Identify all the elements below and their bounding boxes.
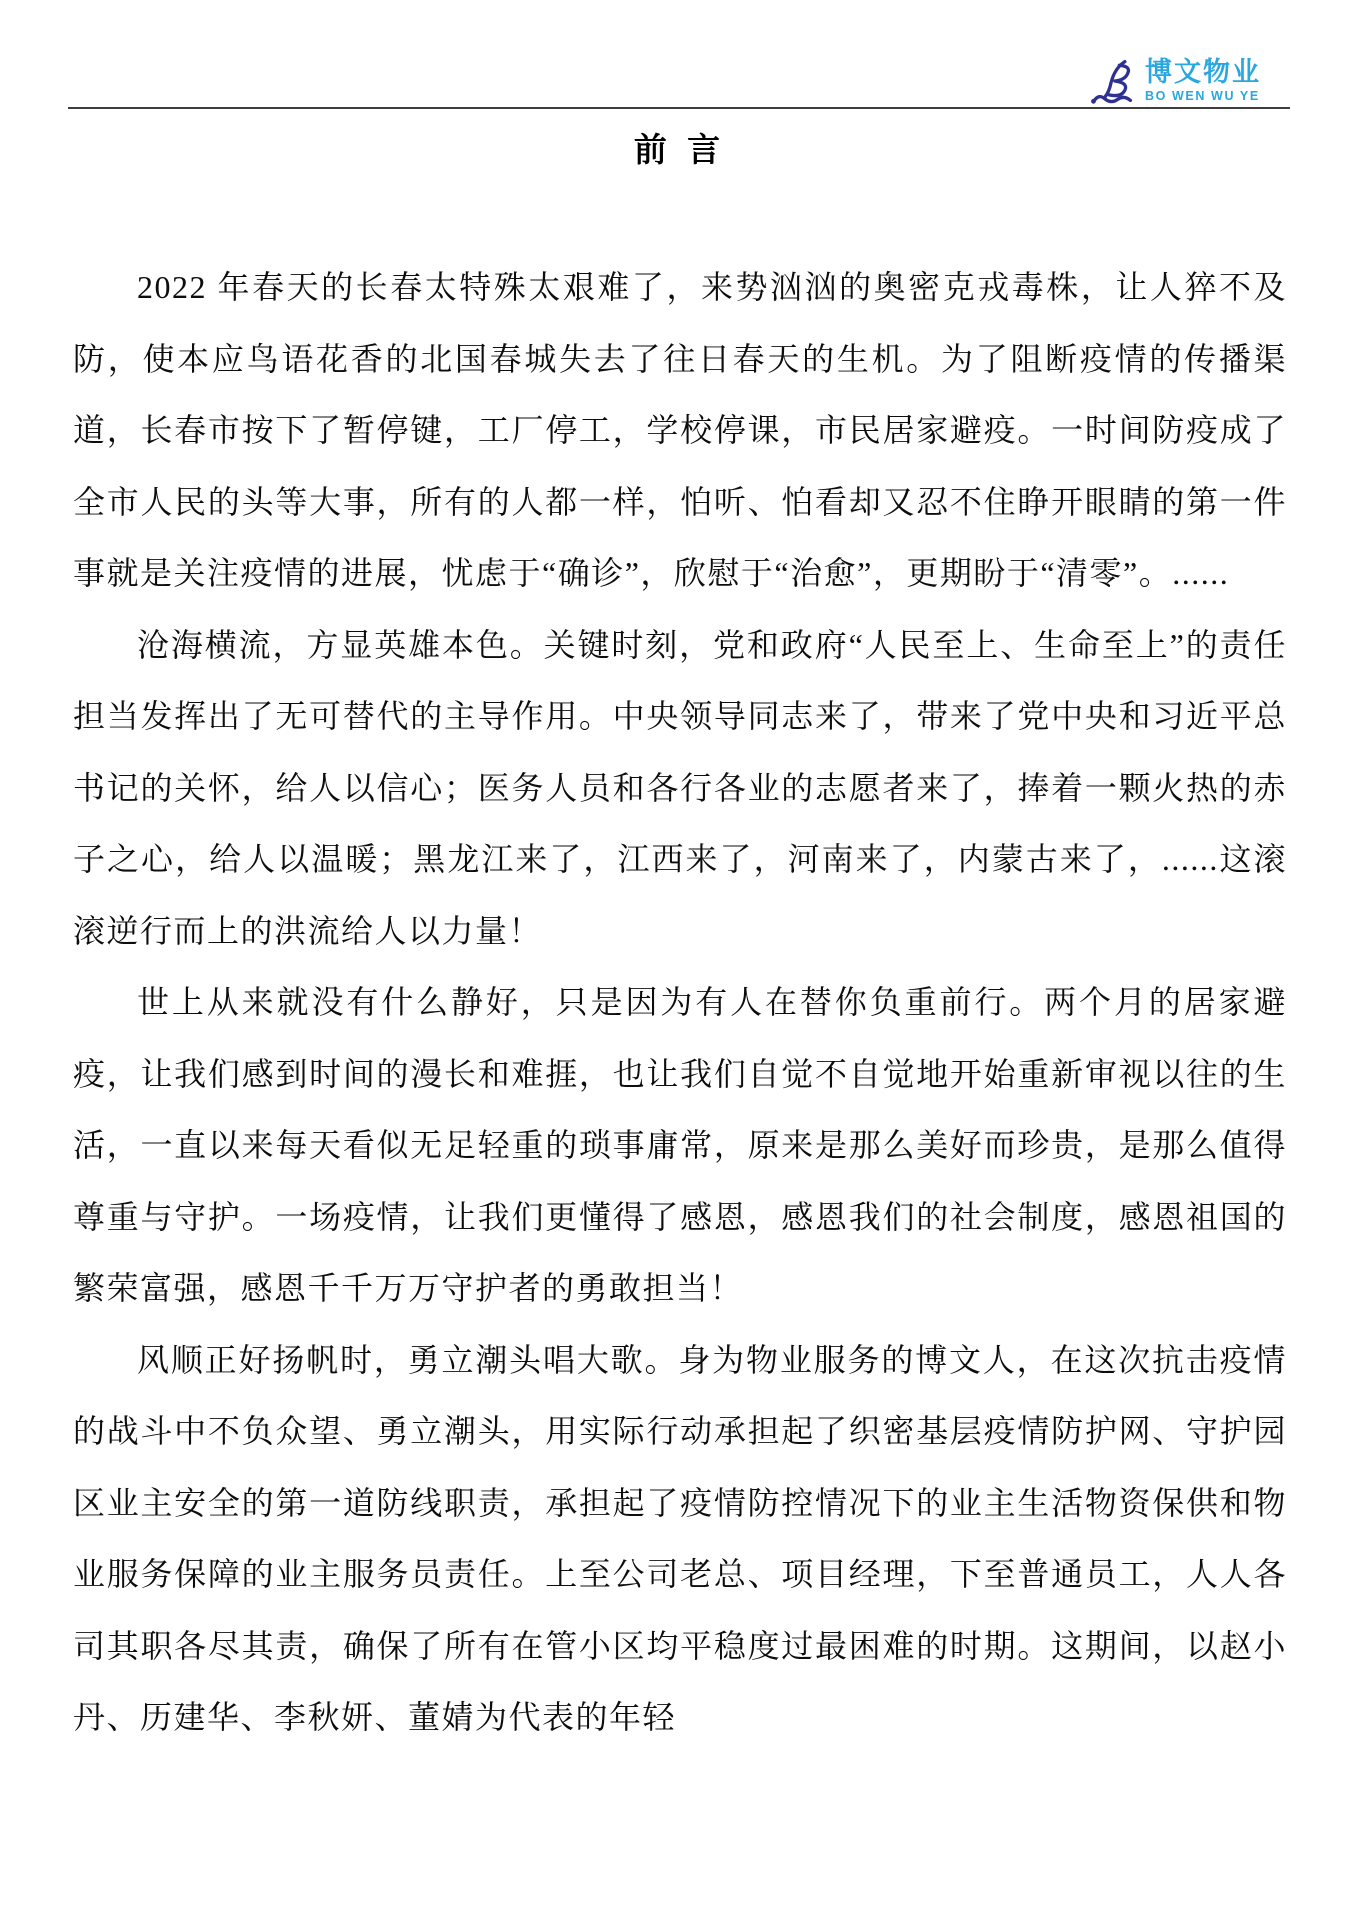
logo-name-en: BO WEN WU YE: [1145, 89, 1260, 104]
body-paragraph: 2022 年春天的长春太特殊太艰难了，来势汹汹的奥密克戎毒株，让人猝不及防，使本应鸟语花香的北国春城失去了往日春天的生机。为了阻断疫情的传播渠道，长春市按下了暂停键，工厂停工，学校停课，市民居家避疫。一时间防疫成了全市人民的头等大事，所有的人都一样，怕听、怕看却又忍不住睁开眼睛的第一件事就是关注疫情的进展，忧虑于“确诊”，欣慰于“治愈”，更期盼于“清零”。......: [73, 269, 1287, 591]
body-paragraph: 世上从来就没有什么静好，只是因为有人在替你负重前行。两个月的居家避疫，让我们感到时间的漫长和难捱，也让我们自觉不自觉地开始重新审视以往的生活，一直以来每天看似无足轻重的琐事庸常，原来是那么美好而珍贵，是那么值得尊重与守护。一场疫情，让我们更懂得了感恩，感恩我们的社会制度，感恩祖国的繁荣富强，感恩千千万万守护者的勇敢担当！: [73, 984, 1287, 1306]
page-header: [0, 0, 1357, 110]
header-divider: [68, 107, 1290, 109]
body-paragraph: 沧海横流，方显英雄本色。关键时刻，党和政府“人民至上、生命至上”的责任担当发挥出了无可替代的主导作用。中央领导同志来了，带来了党中央和习近平总书记的关怀，给人以信心；医务人员和各行各业的志愿者来了，捧着一颗火热的赤子之心，给人以温暖；黑龙江来了，江西来了，河南来了，内蒙古来了，......这滚滚逆行而上的洪流给人以力量！: [73, 626, 1287, 949]
bowen-logo-text: [1145, 59, 1261, 103]
document-body: [73, 252, 1287, 1754]
bowen-logo-icon: [1087, 56, 1135, 106]
logo-name-cn: 博文物业: [1145, 57, 1261, 88]
bowen-logo: [1087, 56, 1261, 106]
page-title: 前 言: [633, 133, 727, 169]
body-paragraph: 风顺正好扬帆时，勇立潮头唱大歌。身为物业服务的博文人，在这次抗击疫情的战斗中不负众望、勇立潮头，用实际行动承担起了织密基层疫情防护网、守护园区业主安全的第一道防线职责，承担起了疫情防控情况下的业主生活物资保供和物业服务保障的业主服务员责任。上至公司老总、项目经理，下至普通员工，人人各司其职各尽其责，确保了所有在管小区均平稳度过最困难的时期。这期间，以赵小丹、历建华、李秋妍、董婧为代表的年轻: [73, 1341, 1287, 1735]
